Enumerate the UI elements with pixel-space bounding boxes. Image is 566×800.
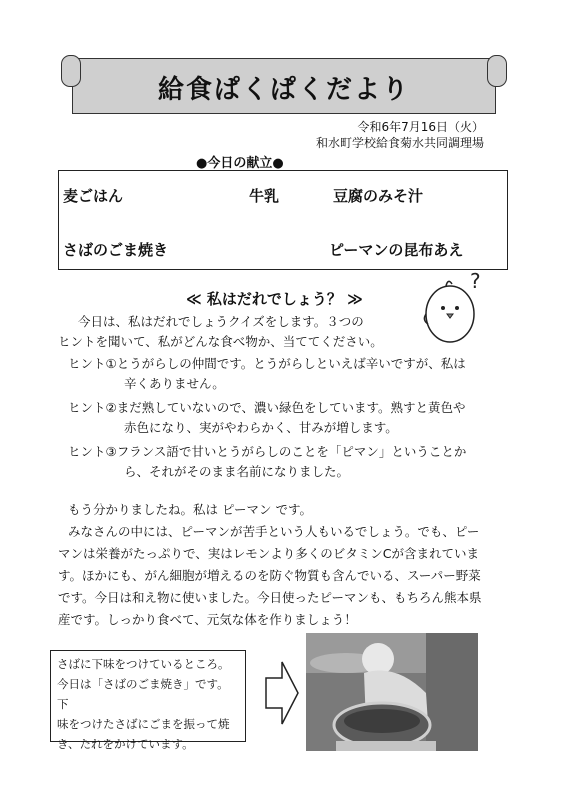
menu-item-pepper-salad: ピーマンの昆布あえ <box>329 241 464 259</box>
answer-paragraph-line-3: す。ほかにも、がん細胞が増えるのを防ぐ物質も含んでいる、スーパー野菜 <box>58 568 481 583</box>
arrow-right-icon <box>264 658 300 728</box>
caption-line-1: さばに下味をつけているところ。 <box>57 657 230 671</box>
cooking-photo <box>306 633 478 751</box>
menu-item-miso-soup: 豆腐のみそ汁 <box>333 187 424 205</box>
answer-paragraph-line-4: です。今日は和え物に使いました。今日使ったピーマンも、もちろん熊本県 <box>58 590 482 605</box>
school-name: 和水町学校給食菊水共同調理場 <box>315 136 484 150</box>
answer-line: もう分かりましたね。私は ピーマン です。 <box>68 502 312 517</box>
title-banner <box>72 58 496 114</box>
quiz-intro-line-2: ヒントを聞いて、私がどんな食べ物か、当ててください。 <box>58 334 383 349</box>
caption-line-2: 今日は「さばのごま焼き」です。下 <box>57 677 229 711</box>
answer-paragraph-line-2: マンは栄養がたっぷりで、実はレモンより多くのビタミンCが含まれていま <box>58 546 479 561</box>
chick-illustration <box>414 268 494 348</box>
caption-line-4: き、たれをかけています。 <box>57 737 194 751</box>
menu-box <box>58 170 508 270</box>
hint-2-line-2: 赤色になり、実がやわらかく、甘みが増します。 <box>124 420 398 435</box>
hint-3-line-1: ヒント③フランス語で甘いとうがらしのことを「ピマン」ということか <box>68 444 467 459</box>
answer-paragraph-line-5: 産です。しっかり食べて、元気な体を作りましょう！ <box>58 612 357 627</box>
issue-date: 令和6年7月16日（火） <box>357 120 484 134</box>
answer-paragraph-line-1: みなさんの中には、ピーマンが苦手という人もいるでしょう。でも、ピー <box>68 524 480 539</box>
menu-heading: ●今日の献立● <box>196 156 284 171</box>
menu-item-rice: 麦ごはん <box>63 187 124 205</box>
menu-item-milk: 牛乳 <box>249 187 280 205</box>
hint-3-line-2: ら、それがそのまま名前になりました。 <box>124 464 350 479</box>
caption-line-3: 味をつけたさばにごまを振って焼 <box>57 717 230 731</box>
menu-item-mackerel: さばのごま焼き <box>63 241 169 259</box>
quiz-intro-line-1: 今日は、私はだれでしょうクイズをします。３つの <box>78 314 364 329</box>
newsletter-title: 給食ぱくぱくだより <box>157 75 410 105</box>
hint-1-line-2: 辛くありません。 <box>124 376 225 391</box>
quiz-heading: ≪ 私はだれでしょう？ ≫ <box>186 290 363 308</box>
svg-text:?: ? <box>470 269 481 293</box>
hint-1-line-1: ヒント①とうがらしの仲間です。とうがらしといえば辛いですが、私は <box>68 356 466 371</box>
hint-2-line-1: ヒント②まだ熟していないので、濃い緑色をしています。熟すと黄色や <box>68 400 466 415</box>
photo-caption-box <box>50 650 246 751</box>
